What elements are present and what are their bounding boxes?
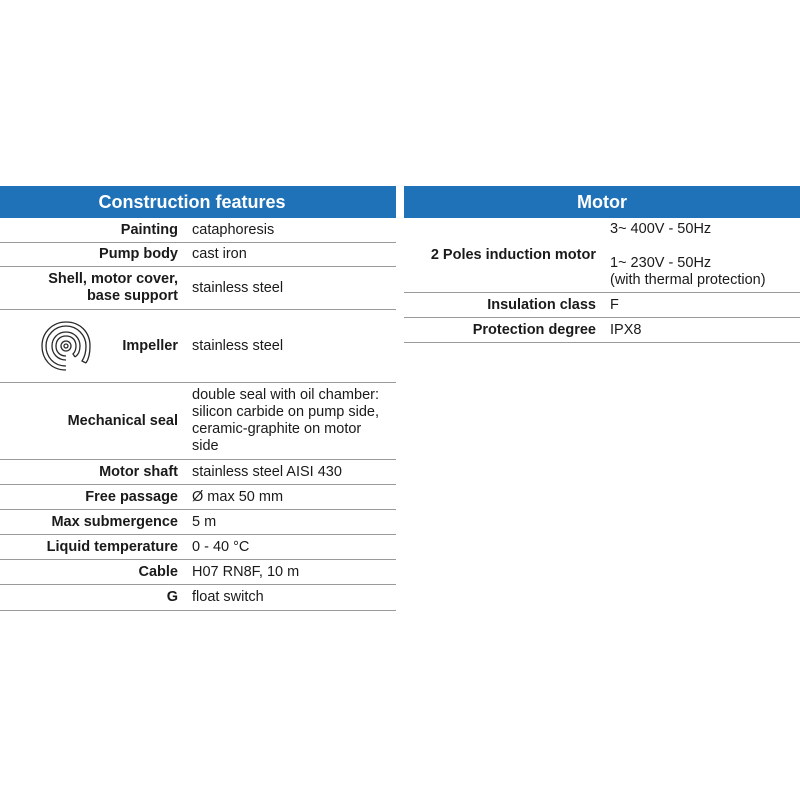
motor-spec-label: Insulation class [487, 296, 596, 313]
construction-feature-row [0, 485, 396, 510]
construction-features-header: Construction features [0, 186, 396, 218]
construction-feature-label: Shell, motor cover, base support [48, 271, 178, 304]
construction-features-table [0, 186, 396, 611]
construction-feature-row [0, 510, 396, 535]
construction-feature-value: float switch [192, 589, 264, 605]
construction-feature-row [0, 267, 396, 310]
construction-feature-value: stainless steel [192, 279, 284, 296]
construction-feature-label: Impeller [122, 337, 178, 354]
construction-feature-value: cataphoresis [192, 221, 275, 238]
construction-feature-row [0, 560, 396, 585]
construction-feature-row [0, 535, 396, 560]
construction-feature-row [0, 383, 396, 460]
construction-feature-value: cast iron [192, 246, 247, 262]
construction-feature-row [0, 585, 396, 611]
construction-feature-value: stainless steel [192, 337, 284, 354]
construction-feature-label: Mechanical seal [67, 412, 178, 429]
construction-feature-value: 0 - 40 °C [192, 538, 250, 555]
construction-feature-row [0, 243, 396, 267]
construction-feature-row [0, 310, 396, 383]
construction-feature-value: stainless steel AISI 430 [192, 463, 342, 480]
construction-feature-value: H07 RN8F, 10 m [192, 563, 300, 580]
construction-feature-label: Painting [120, 221, 178, 238]
motor-table [404, 186, 800, 343]
construction-feature-label: Liquid temperature [46, 538, 178, 555]
motor-header: Motor [404, 186, 800, 218]
motor-spec-value: 3~ 400V - 50Hz 1~ 230V - 50Hz (with thermal protection) [610, 221, 766, 288]
motor-spec-value: F [610, 296, 619, 313]
construction-feature-value: 5 m [192, 513, 217, 530]
construction-feature-label: Motor shaft [99, 463, 178, 480]
motor-spec-value: IPX8 [610, 321, 642, 338]
construction-feature-value: double seal with oil chamber: silicon carbide on pump side, ceramic-graphite on motor side [192, 387, 379, 454]
construction-feature-row [0, 460, 396, 485]
construction-feature-row [0, 218, 396, 243]
construction-feature-label: G [166, 589, 178, 605]
impeller-icon [36, 316, 96, 380]
construction-feature-label: Free passage [85, 488, 178, 505]
motor-spec-label: Protection degree [472, 321, 596, 338]
motor-spec-row [404, 293, 800, 318]
construction-feature-label: Cable [138, 563, 178, 580]
construction-feature-label: Pump body [99, 246, 178, 262]
construction-feature-label: Max submergence [51, 513, 178, 530]
motor-spec-row [404, 318, 800, 343]
motor-spec-row [404, 218, 800, 293]
motor-spec-label: 2 Poles induction motor [430, 246, 596, 263]
construction-feature-value: Ø max 50 mm [192, 488, 284, 505]
